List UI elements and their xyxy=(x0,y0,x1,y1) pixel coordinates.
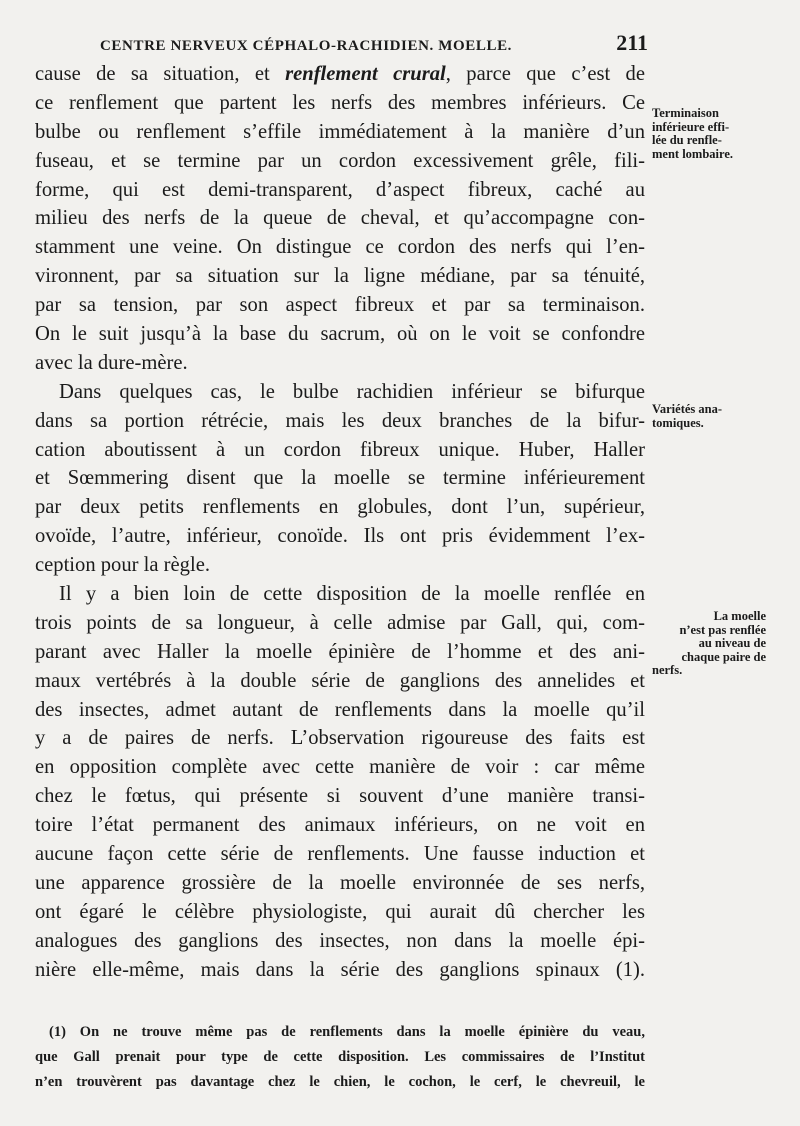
body-line: fuseau, et se termine par un cordon excessivement grêle, fili- xyxy=(35,149,645,172)
body-line: analogues des ganglions des insectes, non dans la moelle épi- xyxy=(35,929,645,952)
body-line: avec la dure-mère. xyxy=(35,351,188,374)
body-line: ont égaré le célèbre physiologiste, qui aurait dû chercher les xyxy=(35,900,645,923)
margin-note-line: nerfs. xyxy=(652,663,683,677)
body-line xyxy=(35,60,645,89)
italic-term: renflement crural xyxy=(285,63,446,85)
body-line: et Sœmmering disent que la moelle se termine inférieurement xyxy=(35,467,645,490)
footnote-line: (1) On ne trouve même pas de renflements dans la moelle épinière du veau, xyxy=(49,1024,645,1040)
line-segment: cause de sa situation, et xyxy=(35,63,286,85)
margin-note-line: n’est pas renflée xyxy=(679,622,766,637)
body-line: par deux petits renflements en globules, dont l’un, supérieur, xyxy=(35,496,645,519)
body-line: milieu des nerfs de la queue de cheval, et qu’accompagne con- xyxy=(35,207,645,230)
paragraph-start: Il y a bien loin de cette disposition de la moelle renflée en xyxy=(59,583,645,606)
body-line: maux vertébrés à la double série de ganglions des annelides et xyxy=(35,669,645,692)
body-line: y a de paires de nerfs. L’observation rigoureuse des faits est xyxy=(35,727,645,750)
margin-note-line: tomiques. xyxy=(652,415,704,430)
body-line: des insectes, admet autant de renflements dans la moelle qu’il xyxy=(35,698,645,721)
body-line: chez le fœtus, qui présente si souvent d’une manière transi- xyxy=(35,785,645,808)
body-line: ception pour la règle. xyxy=(35,554,210,577)
body-line: ce renflement que partent les nerfs des membres inférieurs. Ce xyxy=(35,91,645,114)
margin-note-varietes xyxy=(652,403,770,430)
margin-note-terminaison xyxy=(652,107,770,161)
paragraph-start: Dans quelques cas, le bulbe rachidien inférieur se bifurque xyxy=(59,380,645,403)
margin-note-line: La moelle xyxy=(713,609,766,623)
body-line: en opposition complète avec cette manière de voir : car même xyxy=(35,756,645,779)
footnote-line: n’en trouvèrent pas davantage chez le chien, le cochon, le cerf, le chevreuil, le xyxy=(35,1074,645,1090)
page-number: 211 xyxy=(616,30,648,55)
body-line: forme, qui est demi-transparent, d’aspect fibreux, caché au xyxy=(35,178,645,201)
body-line: cation aboutissent à un cordon fibreux unique. Huber, Haller xyxy=(35,438,645,461)
margin-note-line: Variétés ana- xyxy=(652,402,723,416)
margin-note-line: lée du renfle- xyxy=(652,133,722,147)
running-header xyxy=(100,28,648,58)
footnote-line: que Gall prenait pour type de cette disposition. Les commissaires de l’Institut xyxy=(35,1049,645,1065)
margin-note-moelle xyxy=(652,610,766,678)
margin-note-line: chaque paire de xyxy=(681,649,766,664)
footnote xyxy=(35,1020,645,1095)
line-segment: , parce que c’est de xyxy=(445,63,645,85)
body-line: toire l’état permanent des animaux inférieurs, on ne voit en xyxy=(35,814,645,837)
body-line: parant avec Haller la moelle épinière de l’homme et des ani- xyxy=(35,640,645,663)
body-line: bulbe ou renflement s’effile immédiatement à la manière d’un xyxy=(35,120,645,143)
margin-note-line: Terminaison xyxy=(652,106,719,120)
body-line: ovoïde, l’autre, inférieur, conoïde. Ils ont pris évidemment l’ex- xyxy=(35,525,645,548)
body-text xyxy=(35,60,645,985)
body-line: par sa tension, par son aspect fibreux et par sa terminaison. xyxy=(35,294,645,317)
body-line: On le suit jusqu’à la base du sacrum, où on le voit se confondre xyxy=(35,323,645,346)
body-line: dans sa portion rétrécie, mais les deux branches de la bifur- xyxy=(35,409,645,432)
body-line: stamment une veine. On distingue ce cordon des nerfs qui l’en- xyxy=(35,236,645,259)
running-title: CENTRE NERVEUX CÉPHALO-RACHIDIEN. MOELLE. xyxy=(100,38,513,54)
margin-note-line: ment lombaire. xyxy=(652,146,734,161)
margin-note-line: inférieure effi- xyxy=(652,119,730,134)
body-line: une apparence grossière de la moelle environnée de ses nerfs, xyxy=(35,871,645,894)
margin-note-line: au niveau de xyxy=(698,636,766,650)
body-line: vironnent, par sa situation sur la ligne médiane, par sa ténuité, xyxy=(35,265,645,288)
body-line: aucune façon cette série de renflements. Une fausse induction et xyxy=(35,843,645,866)
body-line: nière elle-même, mais dans la série des ganglions spinaux (1). xyxy=(35,958,645,981)
body-line: trois points de sa longueur, à celle admise par Gall, qui, com- xyxy=(35,611,645,634)
